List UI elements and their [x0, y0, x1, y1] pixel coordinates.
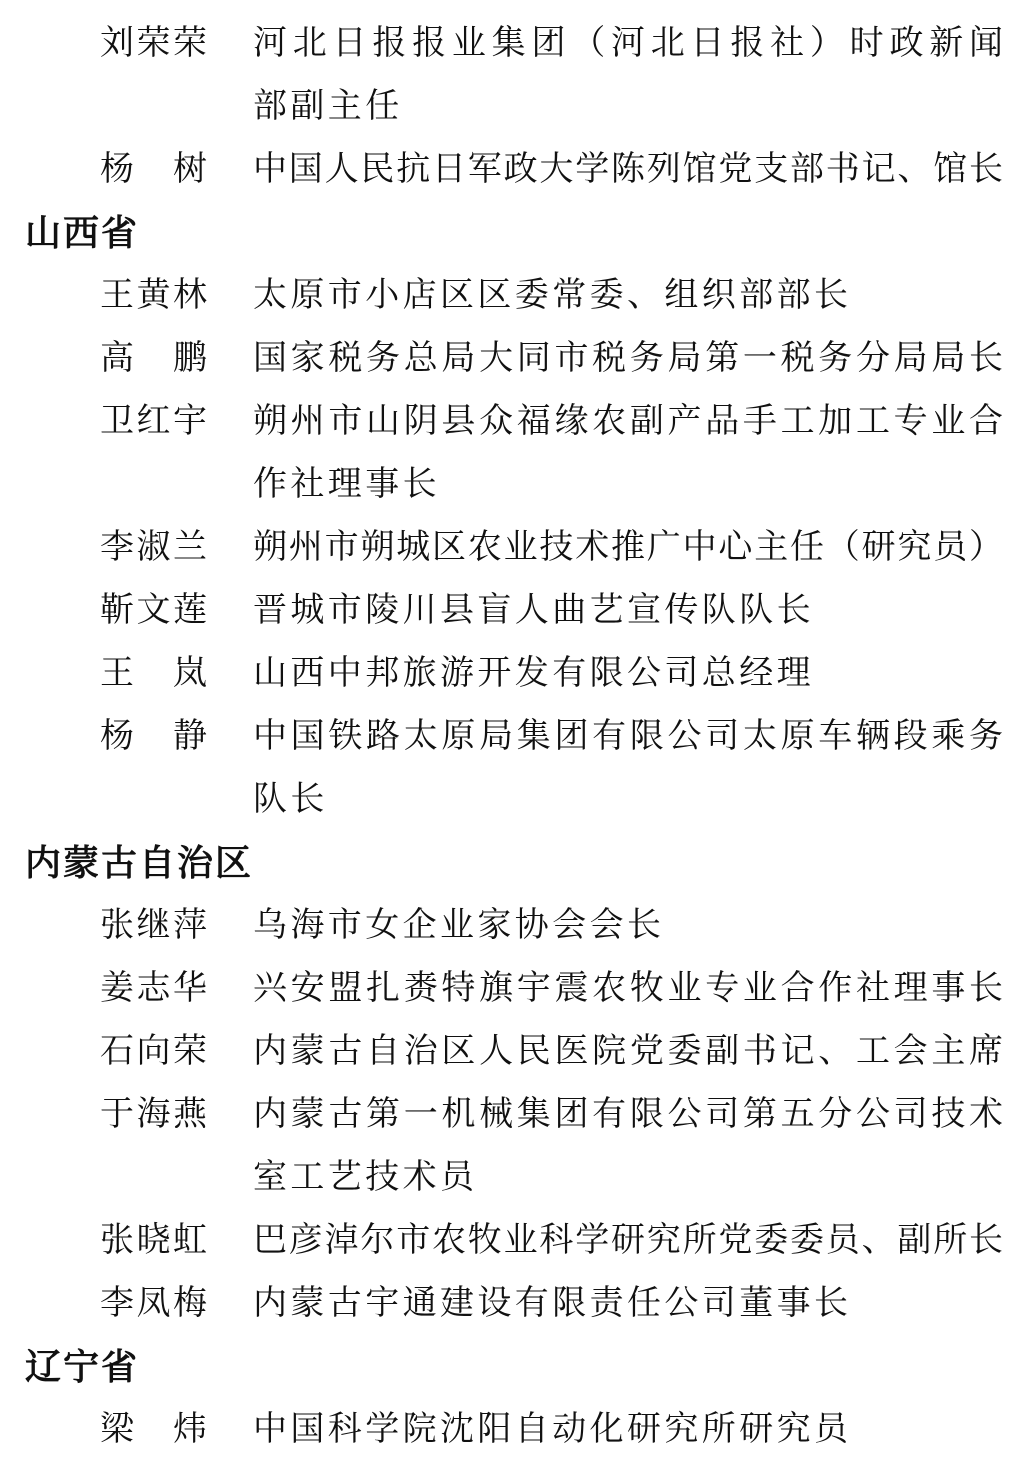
title-line: 部副主任 — [253, 88, 403, 125]
list-item — [0, 327, 1025, 390]
title-line: 朔州市朔城区农业技术推广中心主任（研究员） — [253, 529, 1003, 566]
person-title — [253, 579, 1003, 642]
list-item — [0, 1020, 1025, 1083]
person-title — [253, 327, 1003, 390]
person-name: 杨静 — [100, 718, 207, 755]
person-title — [253, 1083, 1003, 1209]
person-title — [253, 516, 1003, 579]
person-name: 李凤梅 — [100, 1285, 207, 1322]
province-header: 内蒙古自治区 — [25, 842, 254, 883]
person-title — [253, 390, 1003, 516]
person-name: 王岚 — [100, 655, 207, 692]
title-line: 兴安盟扎赉特旗宇震农牧业专业合作社理事长 — [253, 970, 1003, 1007]
person-name: 杨树 — [100, 151, 207, 188]
title-line: 乌海市女企业家协会会长 — [253, 907, 665, 944]
title-line: 中国人民抗日军政大学陈列馆党支部书记、馆长 — [253, 151, 1003, 188]
person-title — [253, 1020, 1003, 1083]
title-line: 巴彦淖尔市农牧业科学研究所党委委员、副所长 — [253, 1222, 1003, 1259]
person-name: 靳文莲 — [100, 592, 207, 629]
person-name: 石向荣 — [100, 1033, 207, 1070]
list-item — [0, 894, 1025, 957]
list-item — [0, 705, 1025, 831]
list-item — [0, 579, 1025, 642]
person-name: 李淑兰 — [100, 529, 207, 566]
person-title — [253, 642, 1003, 705]
province-header: 辽宁省 — [25, 1346, 140, 1387]
title-line: 朔州市山阴县众福缘农副产品手工加工专业合 — [253, 403, 1003, 440]
person-title — [253, 264, 1003, 327]
title-line: 国家税务总局大同市税务局第一税务分局局长 — [253, 340, 1003, 377]
person-title — [253, 894, 1003, 957]
title-line: 内蒙古第一机械集团有限公司第五分公司技术 — [253, 1096, 1003, 1133]
person-title — [253, 705, 1003, 831]
title-line: 作社理事长 — [253, 466, 440, 503]
person-name: 高鹏 — [100, 340, 207, 377]
person-name: 刘荣荣 — [100, 25, 207, 62]
list-item — [0, 1398, 1025, 1461]
title-line: 内蒙古宇通建设有限责任公司董事长 — [253, 1285, 852, 1322]
title-line: 晋城市陵川县盲人曲艺宣传队队长 — [253, 592, 814, 629]
person-title — [253, 1398, 1003, 1461]
person-title — [253, 138, 1003, 201]
person-name: 王黄林 — [100, 277, 207, 314]
title-line: 内蒙古自治区人民医院党委副书记、工会主席 — [253, 1033, 1003, 1070]
person-name: 卫红宇 — [100, 403, 207, 440]
list-item — [0, 1272, 1025, 1335]
title-line: 中国科学院沈阳自动化研究所研究员 — [253, 1411, 852, 1448]
list-item — [0, 1083, 1025, 1209]
person-name: 张晓虹 — [100, 1222, 207, 1259]
person-title — [253, 12, 1003, 138]
person-name: 于海燕 — [100, 1096, 207, 1133]
person-title — [253, 1272, 1003, 1335]
list-item — [0, 642, 1025, 705]
list-item — [0, 12, 1025, 138]
person-name: 姜志华 — [100, 970, 207, 1007]
person-name: 梁炜 — [100, 1411, 207, 1448]
title-line: 太原市小店区区委常委、组织部部长 — [253, 277, 852, 314]
person-title — [253, 1209, 1003, 1272]
list-item — [0, 957, 1025, 1020]
title-line: 中国铁路太原局集团有限公司太原车辆段乘务 — [253, 718, 1003, 755]
list-item — [0, 516, 1025, 579]
list-item — [0, 138, 1025, 201]
list-item — [0, 1209, 1025, 1272]
list-item — [0, 264, 1025, 327]
title-line: 山西中邦旅游开发有限公司总经理 — [253, 655, 814, 692]
person-title — [253, 957, 1003, 1020]
title-line: 队长 — [253, 781, 328, 818]
title-line: 室工艺技术员 — [253, 1159, 478, 1196]
list-item — [0, 390, 1025, 516]
province-header: 山西省 — [25, 212, 140, 253]
title-line: 河北日报报业集团（河北日报社）时政新闻 — [253, 25, 1003, 62]
person-name: 张继萍 — [100, 907, 207, 944]
